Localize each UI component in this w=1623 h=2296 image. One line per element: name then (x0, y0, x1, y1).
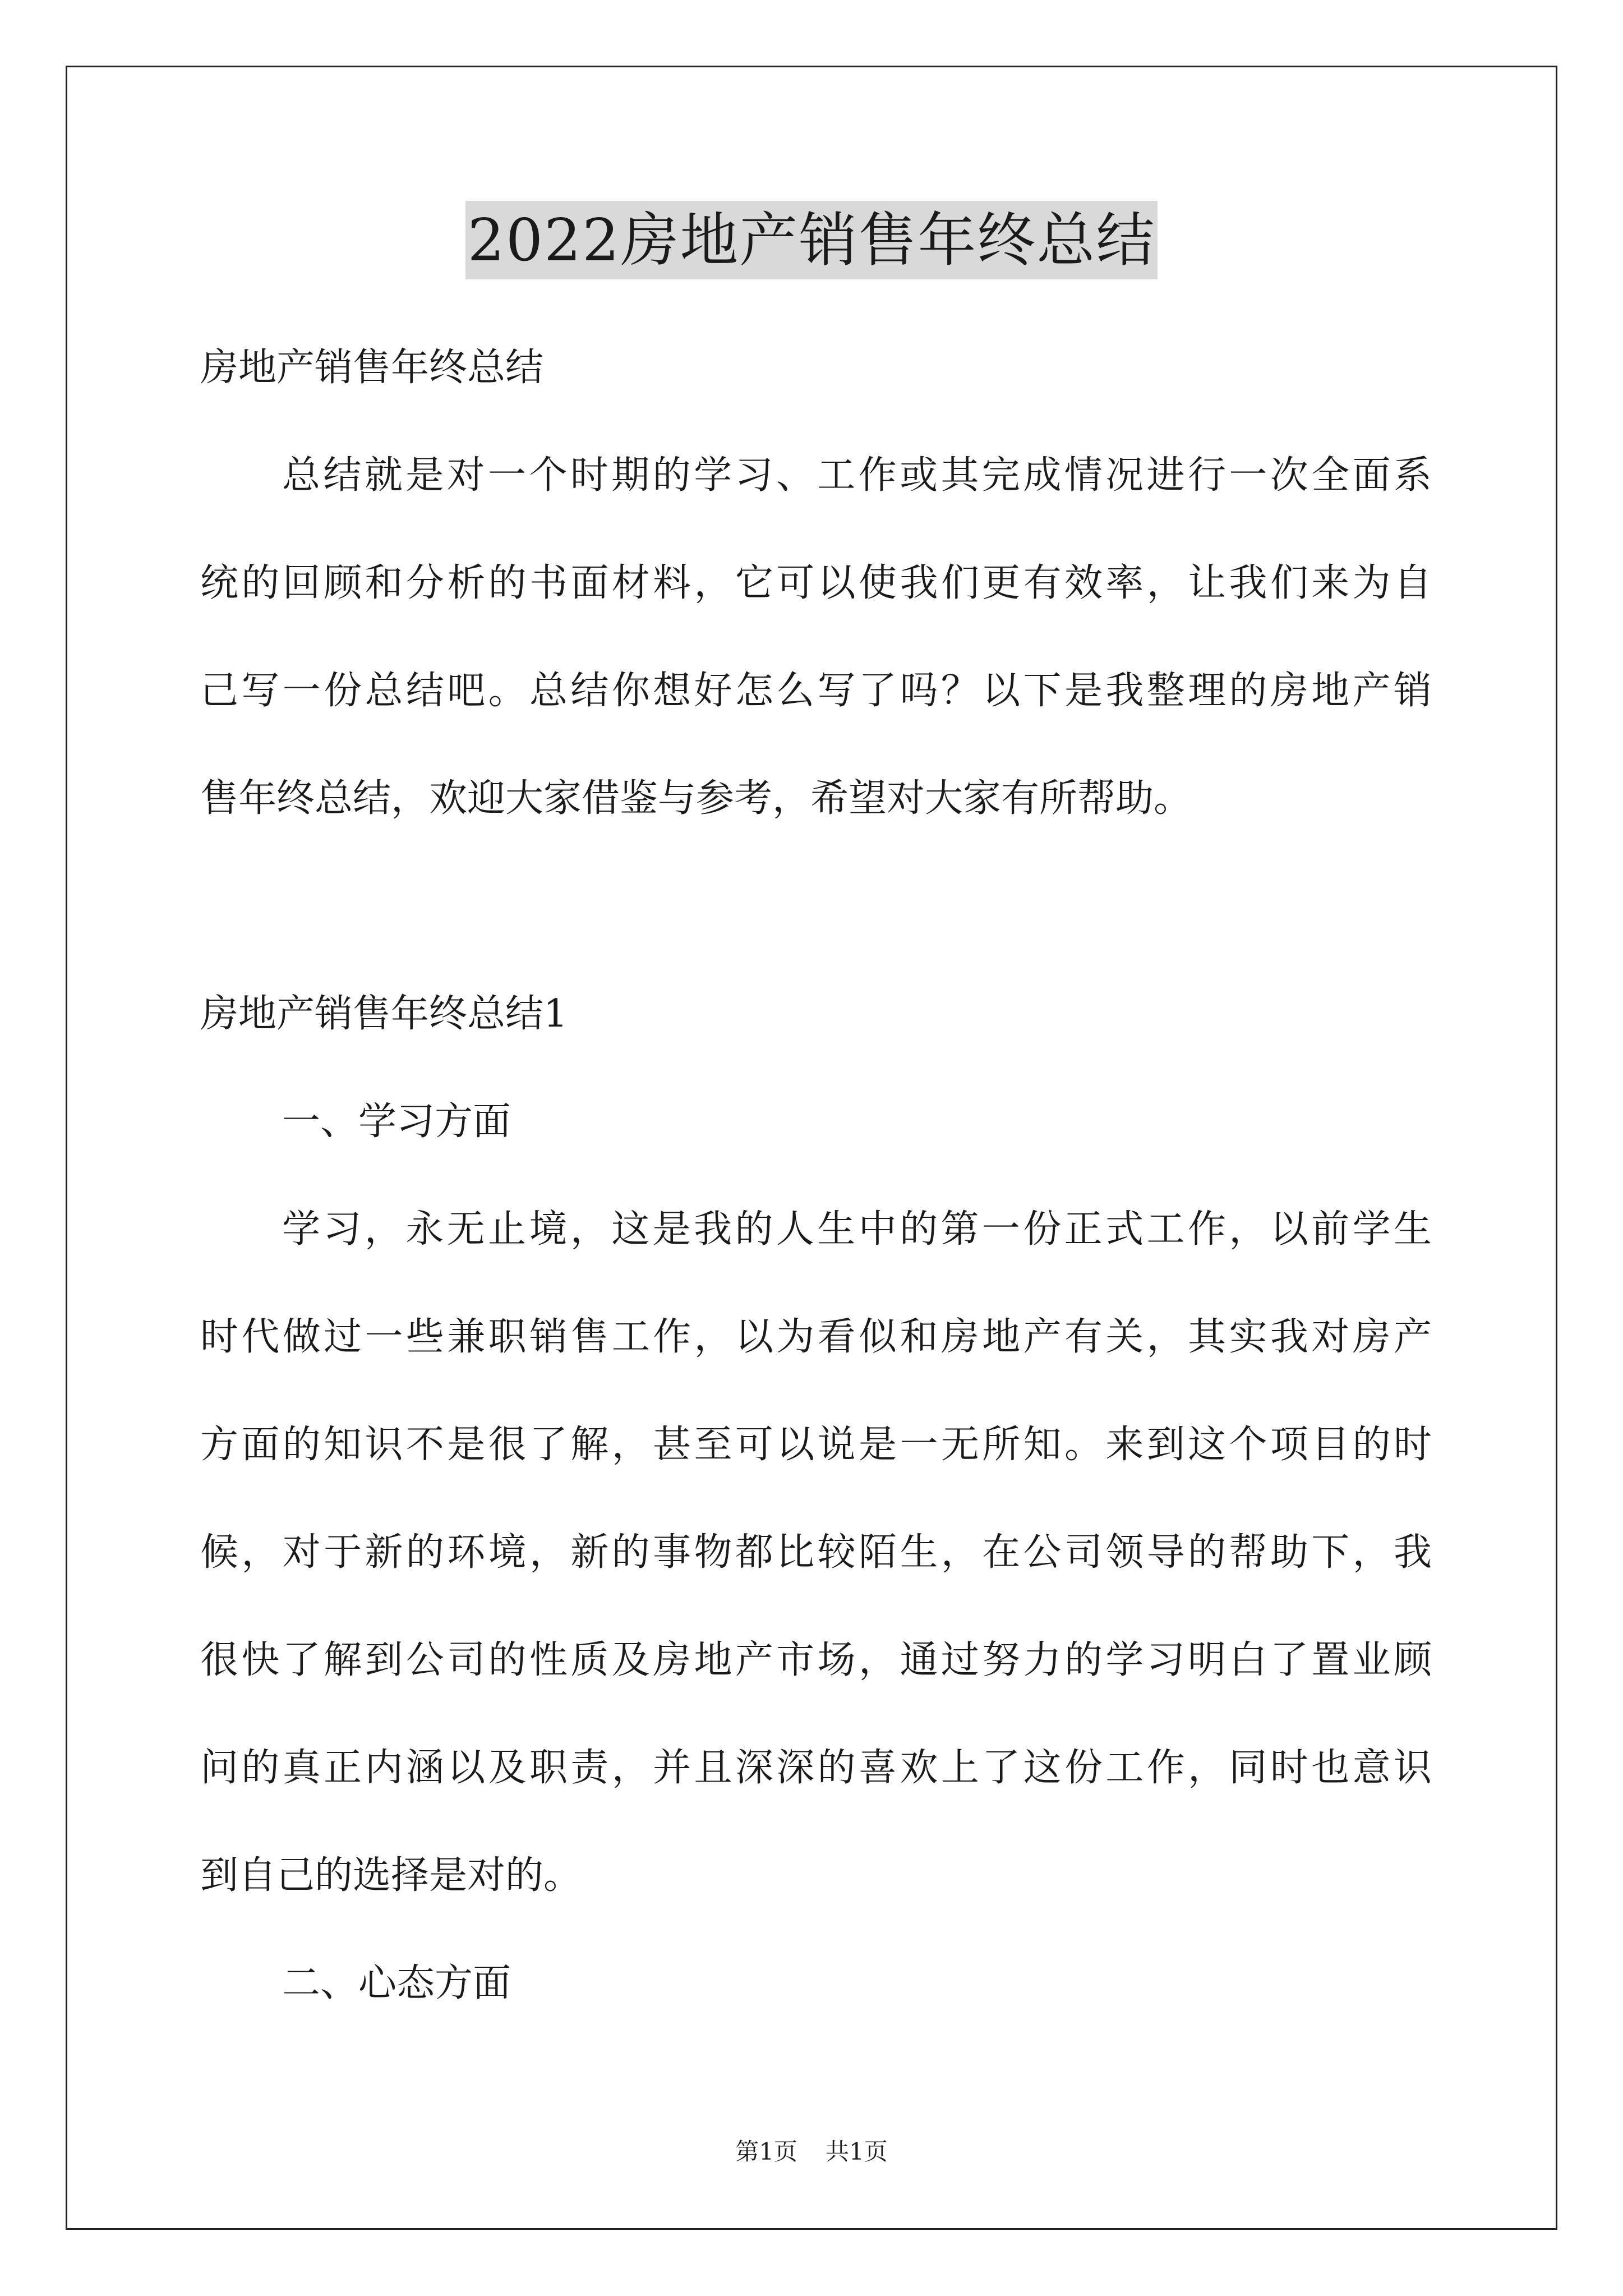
paragraph-line: 时代做过一些兼职销售工作，以为看似和房地产有关，其实我对房产 (200, 1315, 1432, 1359)
page-footer (0, 2136, 1623, 2168)
paragraph-line: 售年终总结，欢迎大家借鉴与参考，希望对大家有所帮助。 (200, 776, 1192, 821)
document-body (200, 314, 1432, 2037)
intro-paragraph (200, 422, 1432, 853)
page-title: 2022房地产销售年终总结 (465, 201, 1158, 279)
heading-study: 一、学习方面 (282, 1099, 511, 1144)
paragraph-line: 己写一份总结吧。总结你想好怎么写了吗？以下是我整理的房地产销 (200, 669, 1432, 713)
paragraph-line: 很快了解到公司的性质及房地产市场，通过努力的学习明白了置业顾 (200, 1638, 1432, 1682)
title-container (0, 201, 1623, 279)
heading-mindset: 二、心态方面 (282, 1961, 511, 2005)
page-total: 共1页 (826, 2138, 888, 2165)
paragraph-line: 方面的知识不是很了解，甚至可以说是一无所知。来到这个项目的时 (200, 1423, 1432, 1467)
document-subtitle: 房地产销售年终总结 (200, 346, 544, 390)
spacer (200, 853, 1432, 960)
study-paragraph (200, 1176, 1432, 1930)
paragraph-line: 统的回顾和分析的书面材料，它可以使我们更有效率，让我们来为自 (200, 561, 1432, 605)
section-title: 房地产销售年终总结1 (200, 992, 568, 1036)
paragraph-line: 候，对于新的环境，新的事物都比较陌生，在公司领导的帮助下，我 (200, 1530, 1432, 1575)
paragraph-line: 到自己的选择是对的。 (200, 1853, 582, 1898)
page-number: 第1页 (735, 2138, 797, 2165)
paragraph-line: 问的真正内涵以及职责，并且深深的喜欢上了这份工作，同时也意识 (200, 1746, 1432, 1790)
paragraph-line: 学习，永无止境，这是我的人生中的第一份正式工作，以前学生 (282, 1207, 1432, 1251)
paragraph-line: 总结就是对一个时期的学习、工作或其完成情况进行一次全面系 (282, 453, 1432, 498)
